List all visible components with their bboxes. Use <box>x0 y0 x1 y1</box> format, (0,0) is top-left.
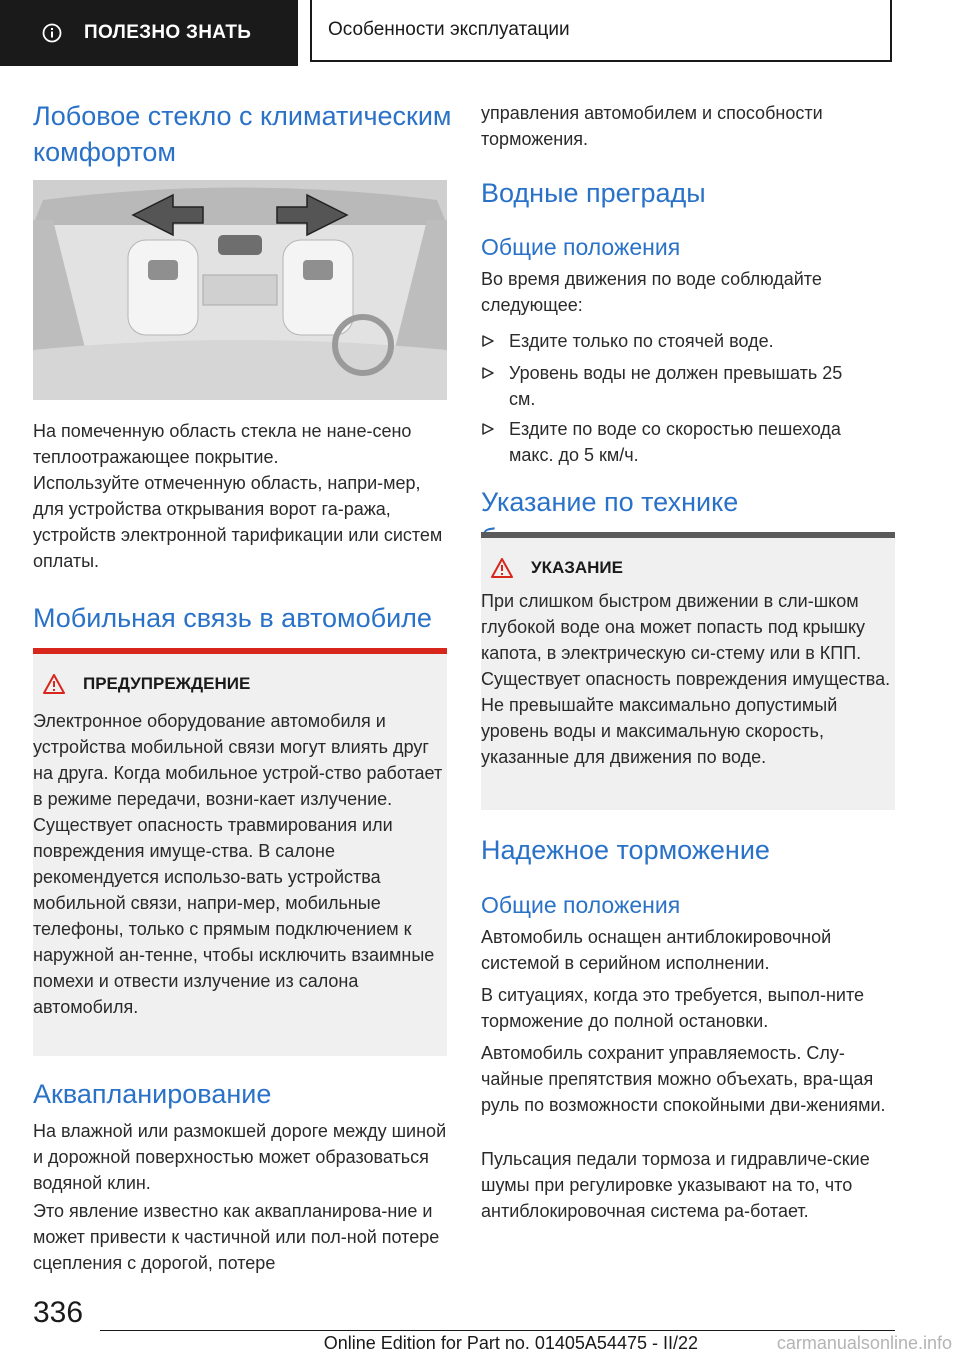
windshield-photo <box>33 180 447 400</box>
general-subheading-1: Общие положения <box>481 234 681 260</box>
edition-text: Online Edition for Part no. 01405A54475 - II/22 <box>323 1333 698 1353</box>
info-icon <box>42 23 62 43</box>
warning-triangle-icon <box>43 674 65 694</box>
list-item-text: Ездите только по стоячей воде. <box>509 331 774 351</box>
braking-paragraph-4: Пульсация педали тормоза и гидравличе-ские шумы при регулировке указывают на то, что антиблокировочная система ра-ботает. <box>481 1149 870 1221</box>
warning-triangle-icon <box>491 558 513 578</box>
braking-continuation: управления автомобилем и способности торможения. <box>481 103 823 149</box>
warning-title <box>43 674 250 694</box>
bullet-triangle-icon <box>481 366 495 380</box>
watermark: carmanualsonline.info <box>776 1333 952 1353</box>
mobile-heading: Мобильная связь в автомобиле <box>33 603 432 633</box>
water-intro: Во время движения по воде соблюдайте следующее: <box>481 269 822 315</box>
list-item-text: Ездите по воде со скоростью пешехода макс. до 5 км/ч. <box>509 419 841 465</box>
list-item <box>481 360 895 412</box>
notice-box <box>481 532 895 810</box>
aquaplaning-paragraph-1: На влажной или размокшей дороге между шиной и дорожной поверхностью может образоваться водяной клин. <box>33 1121 447 1193</box>
notice-bar <box>481 532 895 538</box>
aquaplaning-paragraph-2: Это явление известно как аквапланирова-ние и может привести к частичной или пол-ной потере сцепления с дорогой, потере <box>33 1201 440 1273</box>
windshield-paragraph-1: На помеченную область стекла не нане-сено теплоотражающее покрытие. <box>33 421 412 467</box>
list-item <box>481 416 895 468</box>
braking-paragraph-2: В ситуациях, когда это требуется, выпол-ните торможение до полной остановки. <box>481 985 865 1031</box>
footer-divider <box>100 1330 895 1331</box>
warning-label: ПРЕДУПРЕЖДЕНИЕ <box>83 674 251 693</box>
aquaplaning-heading: Аквапланирование <box>33 1079 272 1109</box>
warning-text: Электронное оборудование автомобиля и устройства мобильной связи могут влиять друг на друга. Когда мобильное устрой-ство работает в режиме передачи, возни-кает излучение. Существует опасность травмирования или повреждения имуще-ства. В салоне рекомендуется использо-вать устройства мобильной связи, напри-мер, мобильные телефоны, только с прямым подключением к наружной ан-тенне, чтобы исключить взаимные помехи и отвести излучение из салона автомобиля. <box>33 711 443 1017</box>
notice-label: УКАЗАНИЕ <box>531 558 623 577</box>
windshield-heading: Лобовое стекло с климатическим комфортом <box>33 101 452 167</box>
section-tab <box>0 0 298 66</box>
bullet-triangle-icon <box>481 334 495 348</box>
windshield-paragraph-2: Используйте отмеченную область, напри-мер, для устройства открывания ворот га-ража, устройств электронной тарификации или систем оплаты. <box>33 473 443 571</box>
bullet-triangle-icon <box>481 422 495 436</box>
notice-title <box>491 558 623 578</box>
chapter-title: Особенности эксплуатации <box>310 0 892 62</box>
section-label: ПОЛЕЗНО ЗНАТЬ <box>84 22 252 43</box>
warning-bar <box>33 648 447 654</box>
warning-box <box>33 648 447 1056</box>
braking-heading: Надежное торможение <box>481 835 770 865</box>
page-number: 336 <box>33 1296 84 1329</box>
page-header <box>0 0 960 66</box>
list-item <box>481 328 895 354</box>
braking-paragraph-1: Автомобиль оснащен антиблокировочной системой в серийном исполнении. <box>481 927 832 973</box>
notice-text: При слишком быстром движении в сли-шком глубокой воде она может попасть под крышку капота, в электрическую си-стему или в КПП. Существует опасность повреждения имущества. Не превышайте максимально допустимый уровень воды и максимальную скорость, указанные для движения по воде. <box>481 591 891 767</box>
list-item-text: Уровень воды не должен превышать 25 см. <box>509 363 843 409</box>
safety-heading: Указание по технике <box>481 487 739 517</box>
general-subheading-2: Общие положения <box>481 892 681 918</box>
braking-paragraph-3: Автомобиль сохранит управляемость. Слу-чайные препятствия можно объехать, вра-щая руль по возможности спокойными дви-жениями. <box>481 1043 886 1115</box>
water-heading: Водные преграды <box>481 178 706 208</box>
